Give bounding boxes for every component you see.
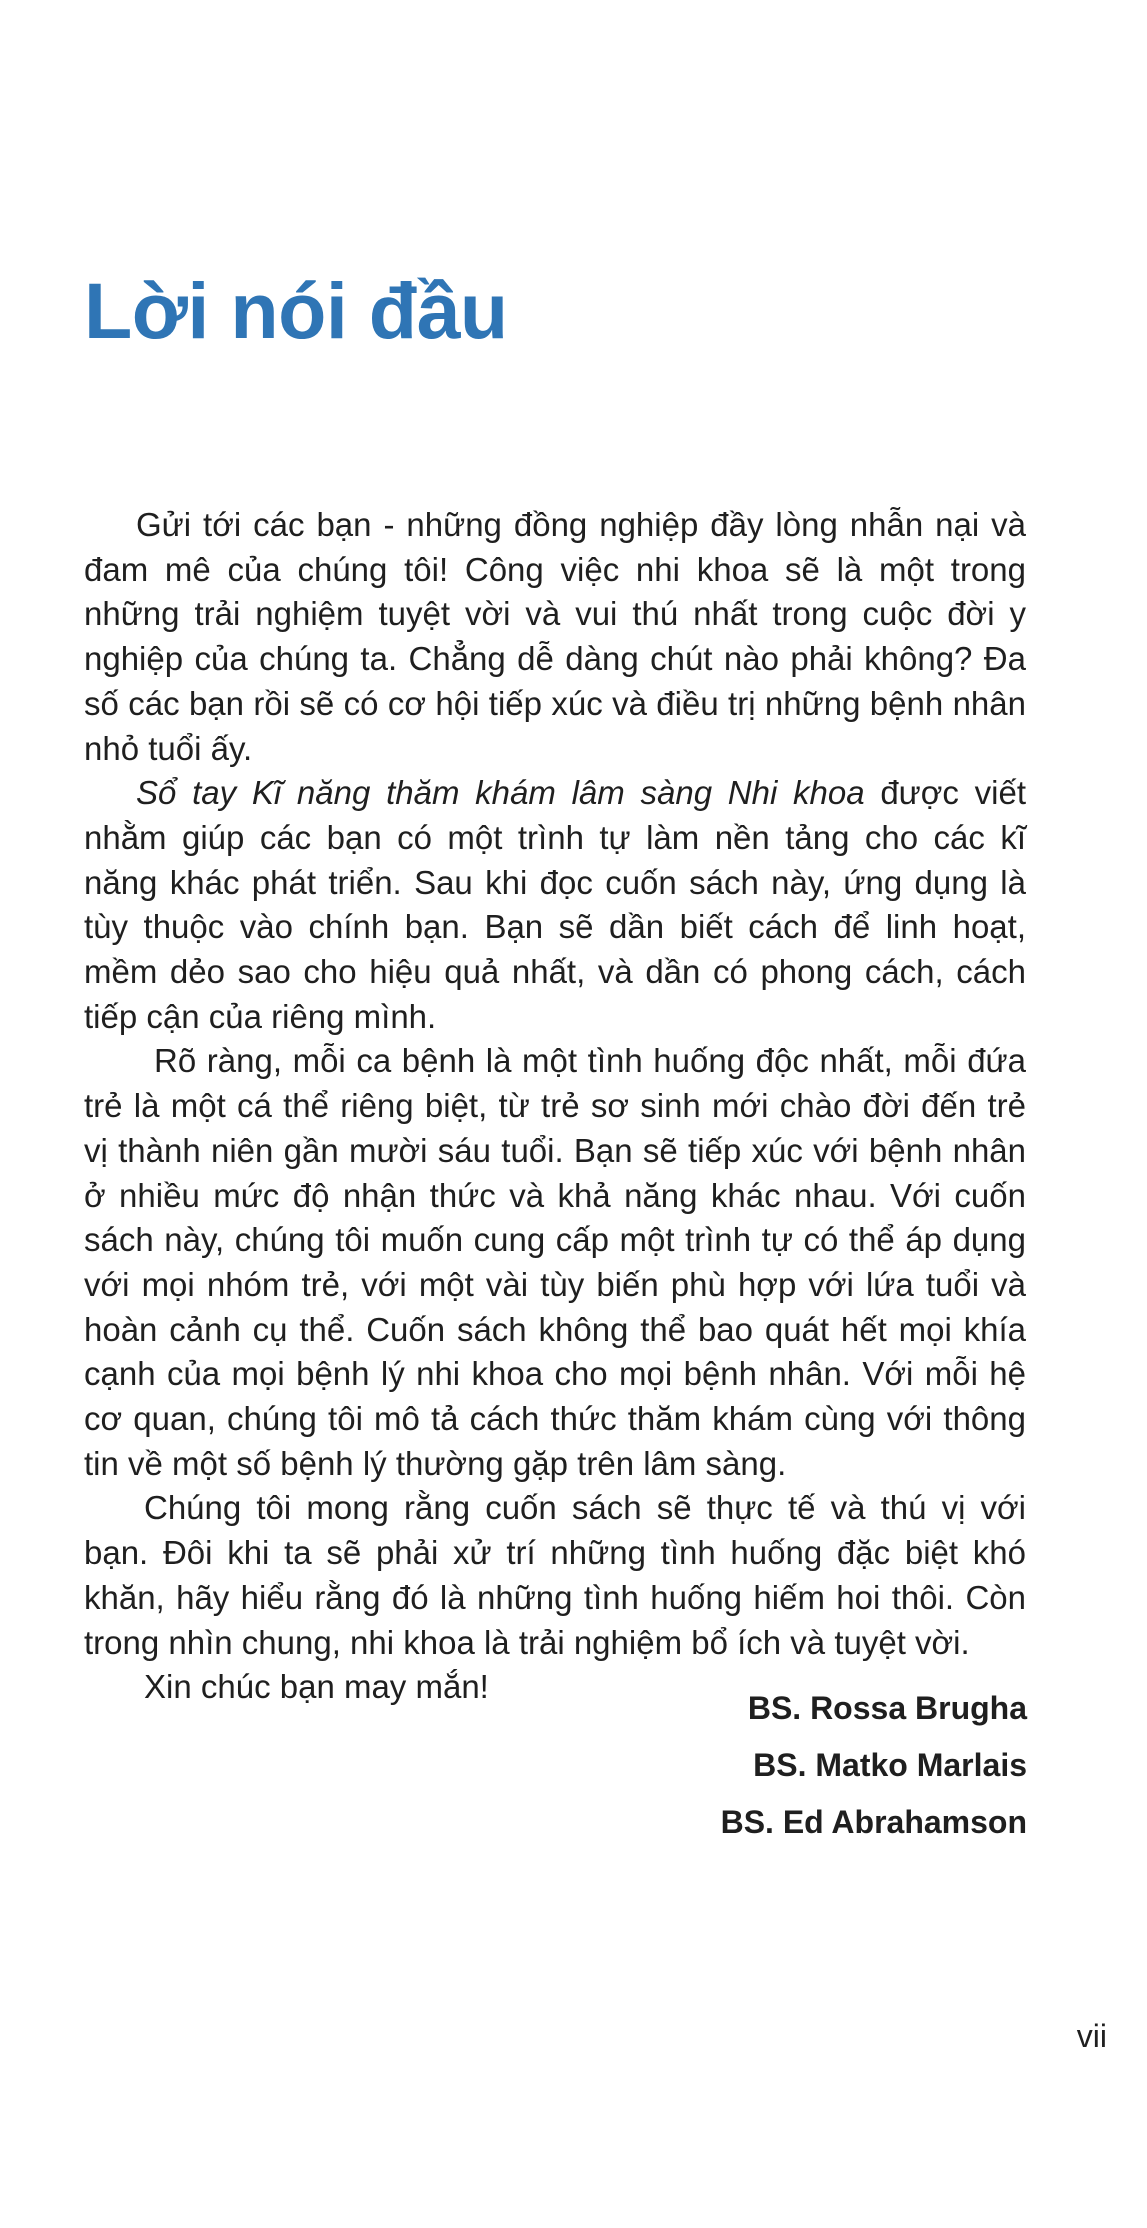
author-signature: BS. Matko Marlais (753, 1747, 1027, 1783)
paragraph-good-luck: Xin chúc bạn may mắn! (144, 1668, 489, 1706)
author-signature: BS. Ed Abrahamson (720, 1804, 1027, 1840)
author-signature: BS. Rossa Brugha (747, 1690, 1027, 1726)
paragraph-hope: Chúng tôi mong rằng cuốn sách sẽ thực tế và thú vị với bạn. Đôi khi ta sẽ phải xử trí những tình huống đặc biệt khó khăn, hãy hiểu rằng đó là những tình huống hiếm hoi thôi. Còn trong nhìn chung, nhi khoa là trải nghiệm bổ ích và tuyệt vời. (84, 1489, 1026, 1661)
page-number: vii (1076, 2018, 1107, 2054)
page-title: Lời nói đầu (84, 266, 508, 355)
paragraph-each-case: Rõ ràng, mỗi ca bệnh là một tình huống độc nhất, mỗi đứa trẻ là một cá thể riêng biệt, từ trẻ sơ sinh mới chào đời đến trẻ vị thành niên gần mười sáu tuổi. Bạn sẽ tiếp xúc với bệnh nhân ở nhiều mức độ nhận thức và khả năng khác nhau. Với cuốn sách này, chúng tôi muốn cung cấp một trình tự có thể áp dụng với mọi nhóm trẻ, với một vài tùy biến phù hợp với lứa tuổi và hoàn cảnh cụ thể. Cuốn sách không thể bao quát hết mọi khía cạnh của mọi bệnh lý nhi khoa cho mọi bệnh nhân. Với mỗi hệ cơ quan, chúng tôi mô tả cách thức thăm khám cùng với thông tin về một số bệnh lý thường gặp trên lâm sàng. (84, 1042, 1026, 1482)
paragraph-book-purpose (84, 771, 1026, 1039)
book-title-italic: Sổ tay Kĩ năng thăm khám lâm sàng Nhi khoa (136, 774, 865, 812)
preface-body (84, 503, 1026, 1710)
paragraph-greeting: Gửi tới các bạn - những đồng nghiệp đầy lòng nhẫn nại và đam mê của chúng tôi! Công việc nhi khoa sẽ là một trong những trải nghiệm tuyệt vời và vui thú nhất trong cuộc đời y nghiệp của chúng ta. Chẳng dễ dàng chút nào phải không? Đa số các bạn rồi sẽ có cơ hội tiếp xúc và điều trị những bệnh nhân nhỏ tuổi ấy. (84, 506, 1026, 767)
paragraph-book-purpose-text: được viết nhằm giúp các bạn có một trình tự làm nền tảng cho các kĩ năng khác phát triển. Sau khi đọc cuốn sách này, ứng dụng là tùy thuộc vào chính bạn. Bạn sẽ dần biết cách để linh hoạt, mềm dẻo sao cho hiệu quả nhất, và dần có phong cách, cách tiếp cận của riêng mình. (84, 774, 1026, 1035)
author-signatures (721, 1680, 1027, 1851)
